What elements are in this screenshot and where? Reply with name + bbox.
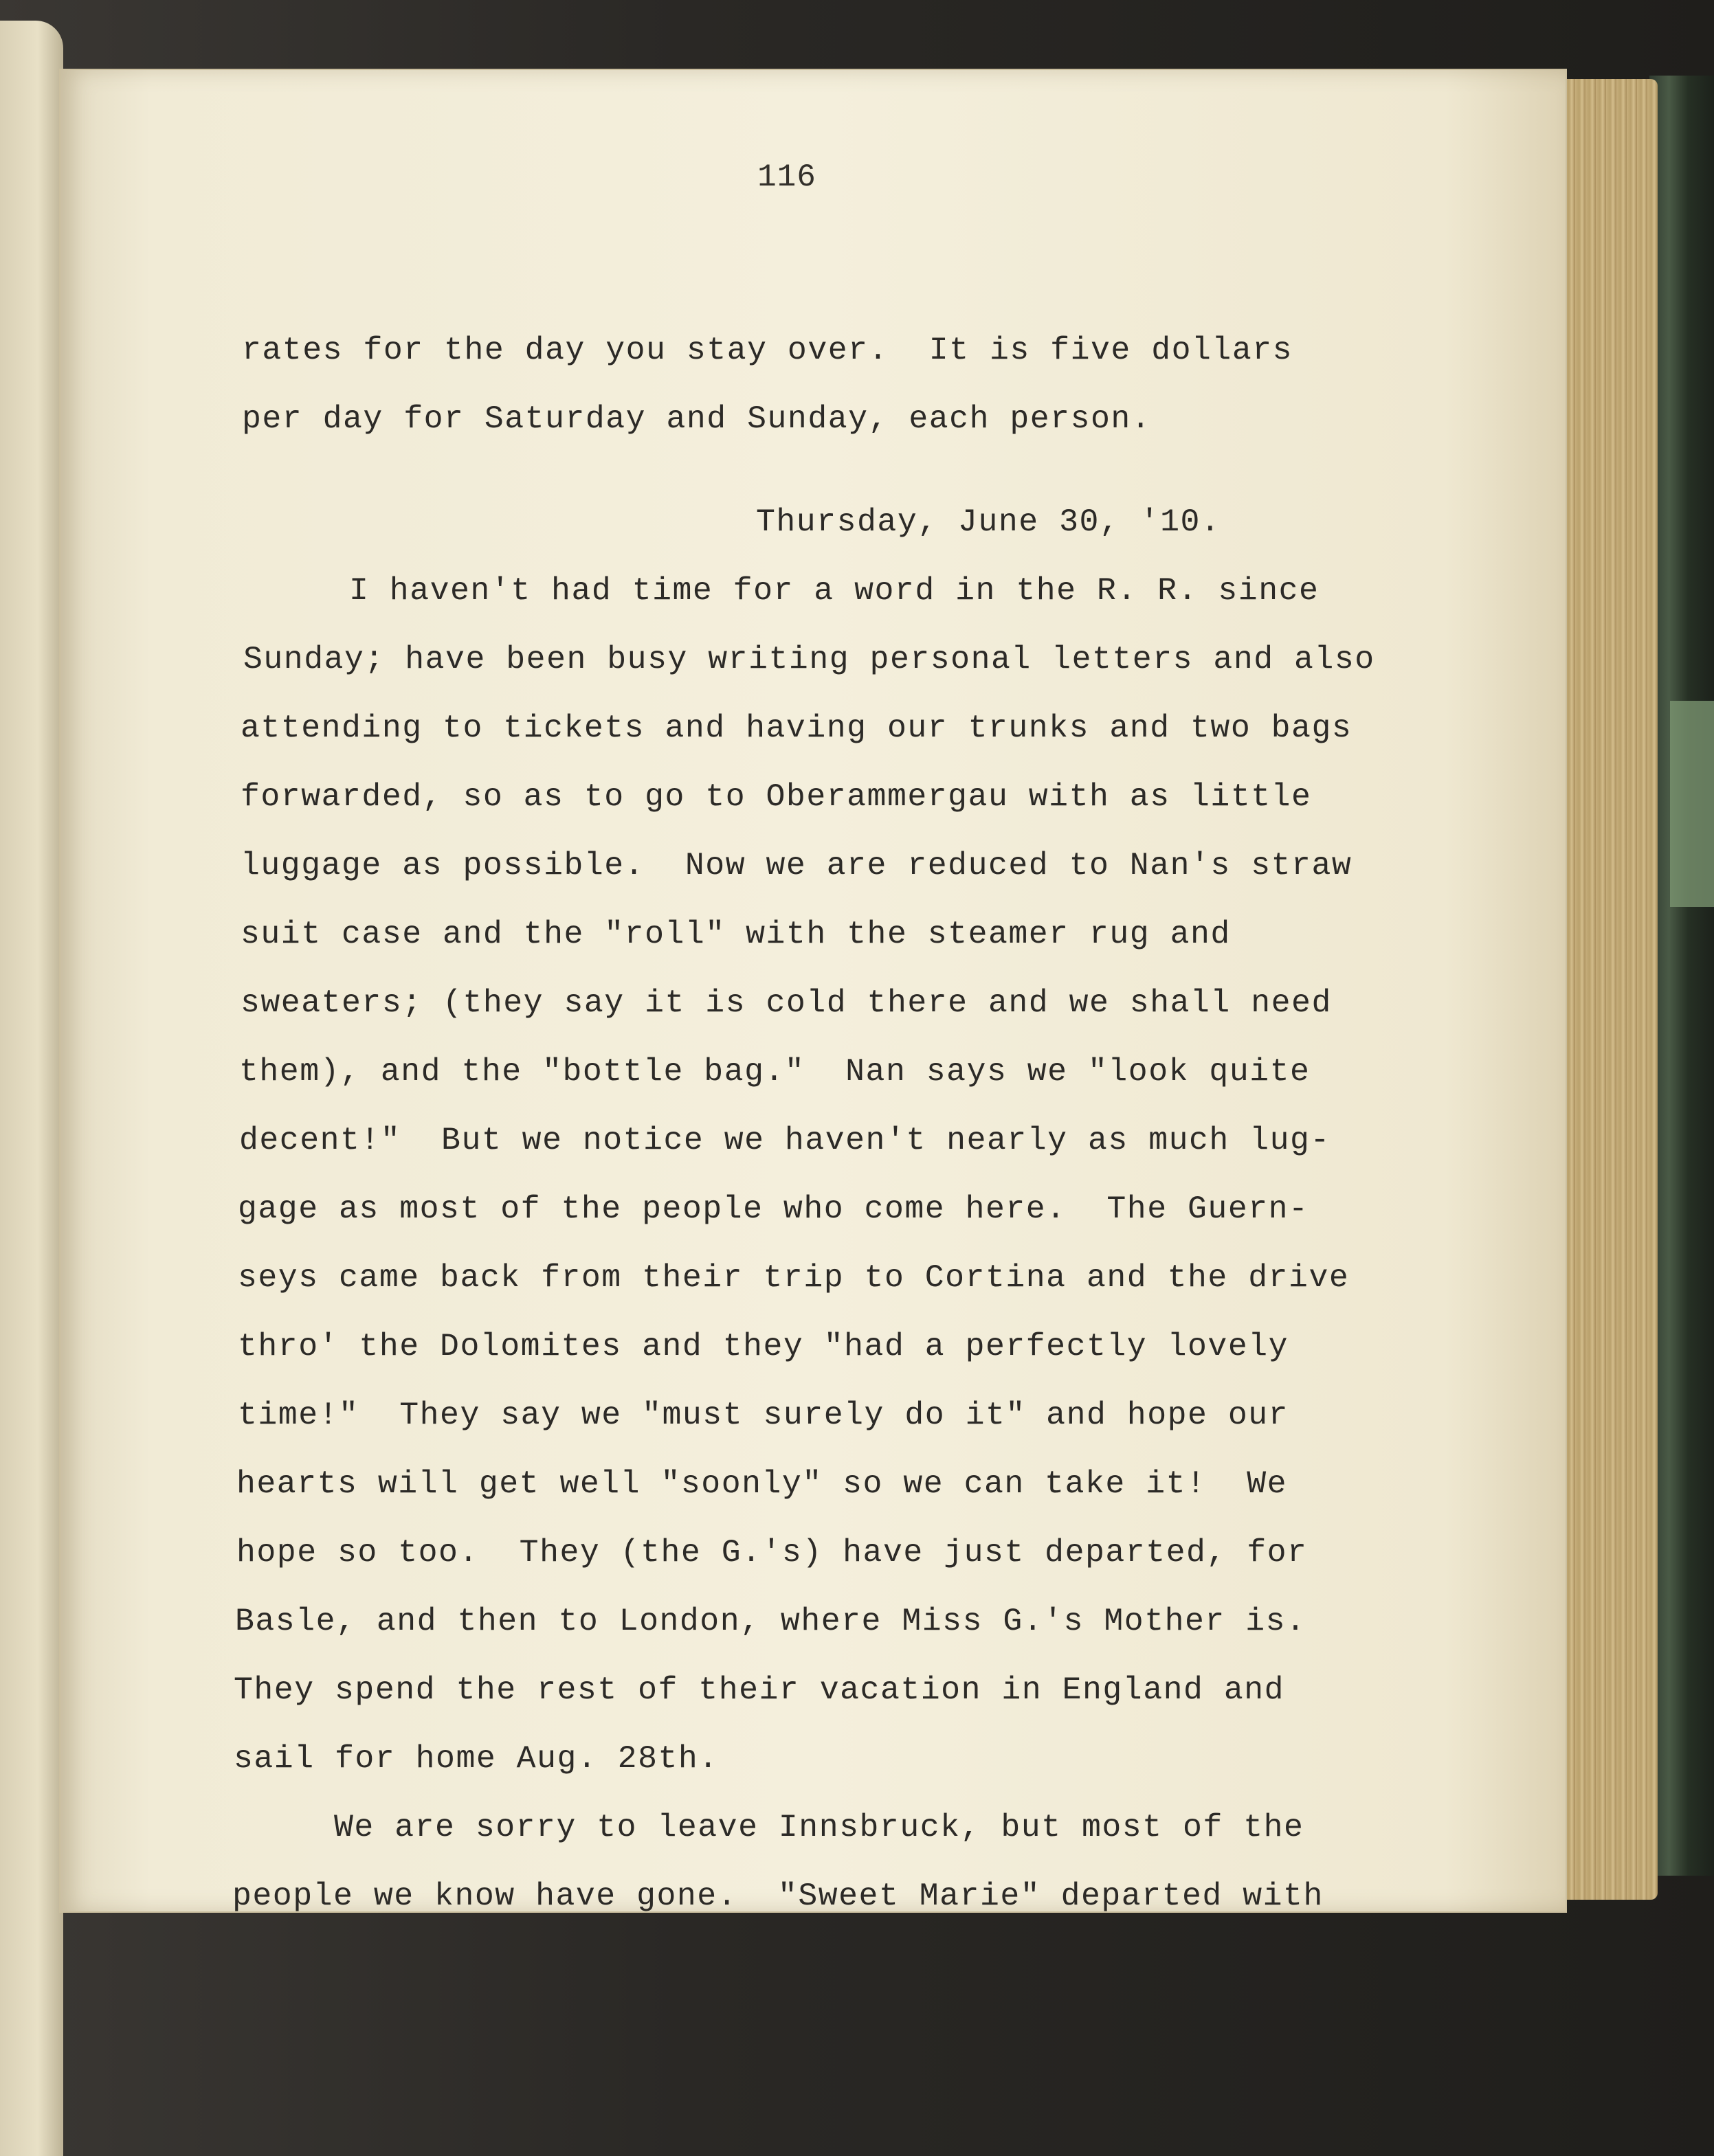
text-line: seys came back from their trip to Cortina and the drive bbox=[238, 1259, 1350, 1296]
page-block-edge bbox=[1555, 79, 1658, 1900]
text-line: decent!" But we notice we haven't nearly as much lug- bbox=[239, 1122, 1331, 1158]
text-line: forwarded, so as to go to Oberammergau with as little bbox=[241, 778, 1312, 815]
text-line: per day for Saturday and Sunday, each person. bbox=[242, 401, 1152, 437]
text-line: Basle, and then to London, where Miss G.'s Mother is. bbox=[235, 1603, 1306, 1639]
book-cover-edge bbox=[1649, 76, 1714, 1876]
text-line: We are sorry to leave Innsbruck, but most of the bbox=[334, 1809, 1304, 1845]
text-line: sail for home Aug. 28th. bbox=[234, 1740, 719, 1777]
text-line: time!" They say we "must surely do it" and hope our bbox=[238, 1397, 1289, 1433]
text-line: thro' the Dolomites and they "had a perfectly lovely bbox=[238, 1328, 1289, 1365]
facing-page-edge bbox=[0, 21, 63, 2156]
text-line: They spend the rest of their vacation in England and bbox=[234, 1672, 1285, 1708]
text-line: luggage as possible. Now we are reduced to Nan's straw bbox=[241, 847, 1353, 884]
text-line: rates for the day you stay over. It is five dollars bbox=[242, 332, 1293, 368]
dateline: Thursday, June 30, '10. bbox=[756, 504, 1221, 540]
text-line: them), and the "bottle bag." Nan says we "look quite bbox=[239, 1053, 1311, 1090]
page-number: 116 bbox=[757, 159, 816, 195]
cover-cloth-patch bbox=[1670, 701, 1714, 907]
text-line: hearts will get well "soonly" so we can take it! We bbox=[236, 1466, 1288, 1502]
text-line: hope so too. They (the G.'s) have just departed, for bbox=[236, 1534, 1308, 1571]
text-line: gage as most of the people who come here. The Guern- bbox=[238, 1191, 1309, 1227]
text-line: sweaters; (they say it is cold there and we shall need bbox=[241, 985, 1332, 1021]
text-line: I haven't had time for a word in the R. R. since bbox=[349, 572, 1320, 609]
text-line: attending to tickets and having our trunks and two bags bbox=[241, 710, 1353, 746]
text-line: suit case and the "roll" with the steamer rug and bbox=[241, 916, 1231, 952]
text-line: people we know have gone. "Sweet Marie" departed with bbox=[232, 1878, 1324, 1914]
text-line: Sunday; have been busy writing personal letters and also bbox=[243, 641, 1375, 677]
